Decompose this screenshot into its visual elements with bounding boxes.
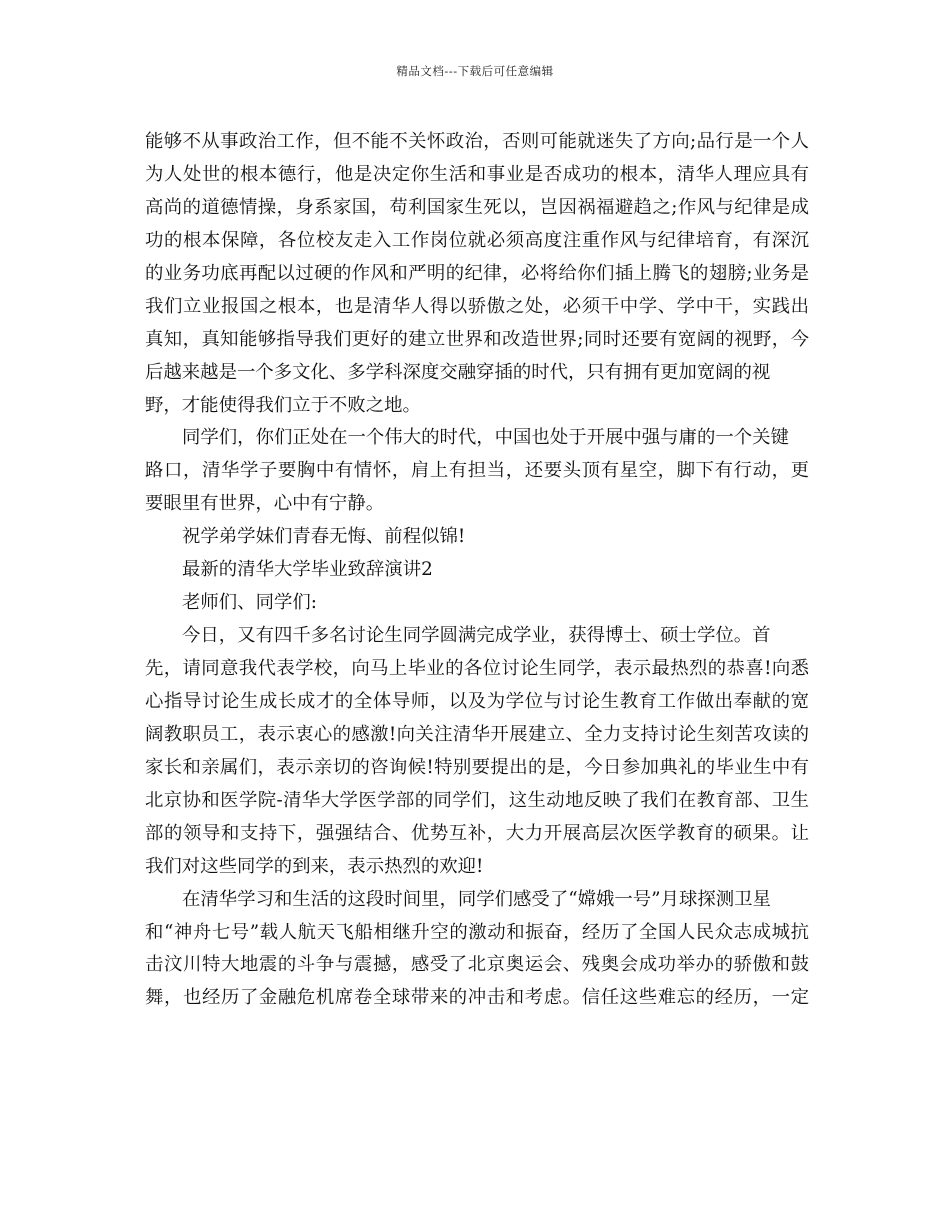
section-title: 最新的清华大学毕业致辞演讲2	[182, 559, 433, 581]
text-line: 高尚的道德情操，身系家国，苟利国家生死以，岂因祸福避趋之;作风与纪律是成	[145, 196, 809, 218]
text-line: 家长和亲属们，表示亲切的咨询候!特别要提出的是，今日参加典礼的毕业生中有	[145, 756, 809, 778]
page-header: 精品文档---下载后可任意编辑	[396, 64, 554, 78]
text-line: 野，才能使得我们立于不败之地。	[145, 394, 421, 416]
body-text	[145, 126, 809, 1015]
paragraph-first-line: 同学们，你们正处在一个伟大的时代，中国也处于开展中强与庸的一个关键	[182, 427, 789, 449]
text-line: 真知，真知能够指导我们更好的建立世界和改造世界;同时还要有宽阔的视野，今	[145, 328, 809, 350]
text-line: 和“神舟七号”载人航天飞船相继升空的激动和振奋，经历了全国人民众志成城抗	[145, 921, 809, 943]
text-line: 部的领导和支持下，强强结合、优势互补，大力开展高层次医学教育的硕果。让	[145, 822, 809, 844]
text-line: 路口，清华学子要胸中有情怀，肩上有担当，还要头顶有星空，脚下有行动，更	[145, 460, 809, 482]
text-line: 阔教职员工，表示衷心的感激!向关注清华开展建立、全力支持讨论生刻苦攻读的	[145, 723, 809, 745]
paragraph-first-line: 在清华学习和生活的这段时间里，同学们感受了“嫦娥一号”月球探测卫星	[182, 888, 771, 910]
text-line: 先，请同意我代表学校，向马上毕业的各位讨论生同学，表示最热烈的恭喜!向悉	[145, 658, 809, 679]
text-line: 功的根本保障，各位校友走入工作岗位就必须高度注重作风与纪律培育，有深沉	[145, 229, 809, 251]
paragraph-first-line: 今日，又有四千多名讨论生同学圆满完成学业，获得博士、硕士学位。首	[182, 625, 771, 647]
text-line: 为人处世的根本德行，他是决定你生活和事业是否成功的根本，清华人理应具有	[145, 163, 809, 185]
text-line: 要眼里有世界，心中有宁静。	[145, 493, 385, 515]
text-line: 能够不从事政治工作，但不能不关怀政治，否则可能就迷失了方向;品行是一个人	[145, 131, 809, 152]
text-line: 我们立业报国之根本，也是清华人得以骄傲之处，必须干中学、学中干，实践出	[145, 295, 809, 317]
text-line: 击汶川特大地震的斗争与震撼，感受了北京奥运会、残奥会成功举办的骄傲和鼓	[145, 954, 809, 976]
paragraph-first-line: 祝学弟学妹们青春无悔、前程似锦!	[182, 526, 466, 548]
text-line: 的业务功底再配以过硬的作风和严明的纪律，必将给你们插上腾飞的翅膀;业务是	[145, 262, 809, 284]
text-line: 我们对这些同学的到来，表示热烈的欢迎!	[145, 855, 484, 877]
text-line: 舞，也经历了金融危机席卷全球带来的冲击和考虑。信任这些难忘的经历，一定	[145, 987, 809, 1009]
text-line: 北京协和医学院-清华大学医学部的同学们，这生动地反映了我们在教育部、卫生	[145, 789, 809, 811]
text-line: 心指导讨论生成长成才的全体导师，以及为学位与讨论生教育工作做出奉献的宽	[145, 690, 809, 712]
salutation: 老师们、同学们:	[182, 592, 317, 614]
text-line: 后越来越是一个多文化、多学科深度交融穿插的时代，只有拥有更加宽阔的视	[145, 361, 771, 383]
